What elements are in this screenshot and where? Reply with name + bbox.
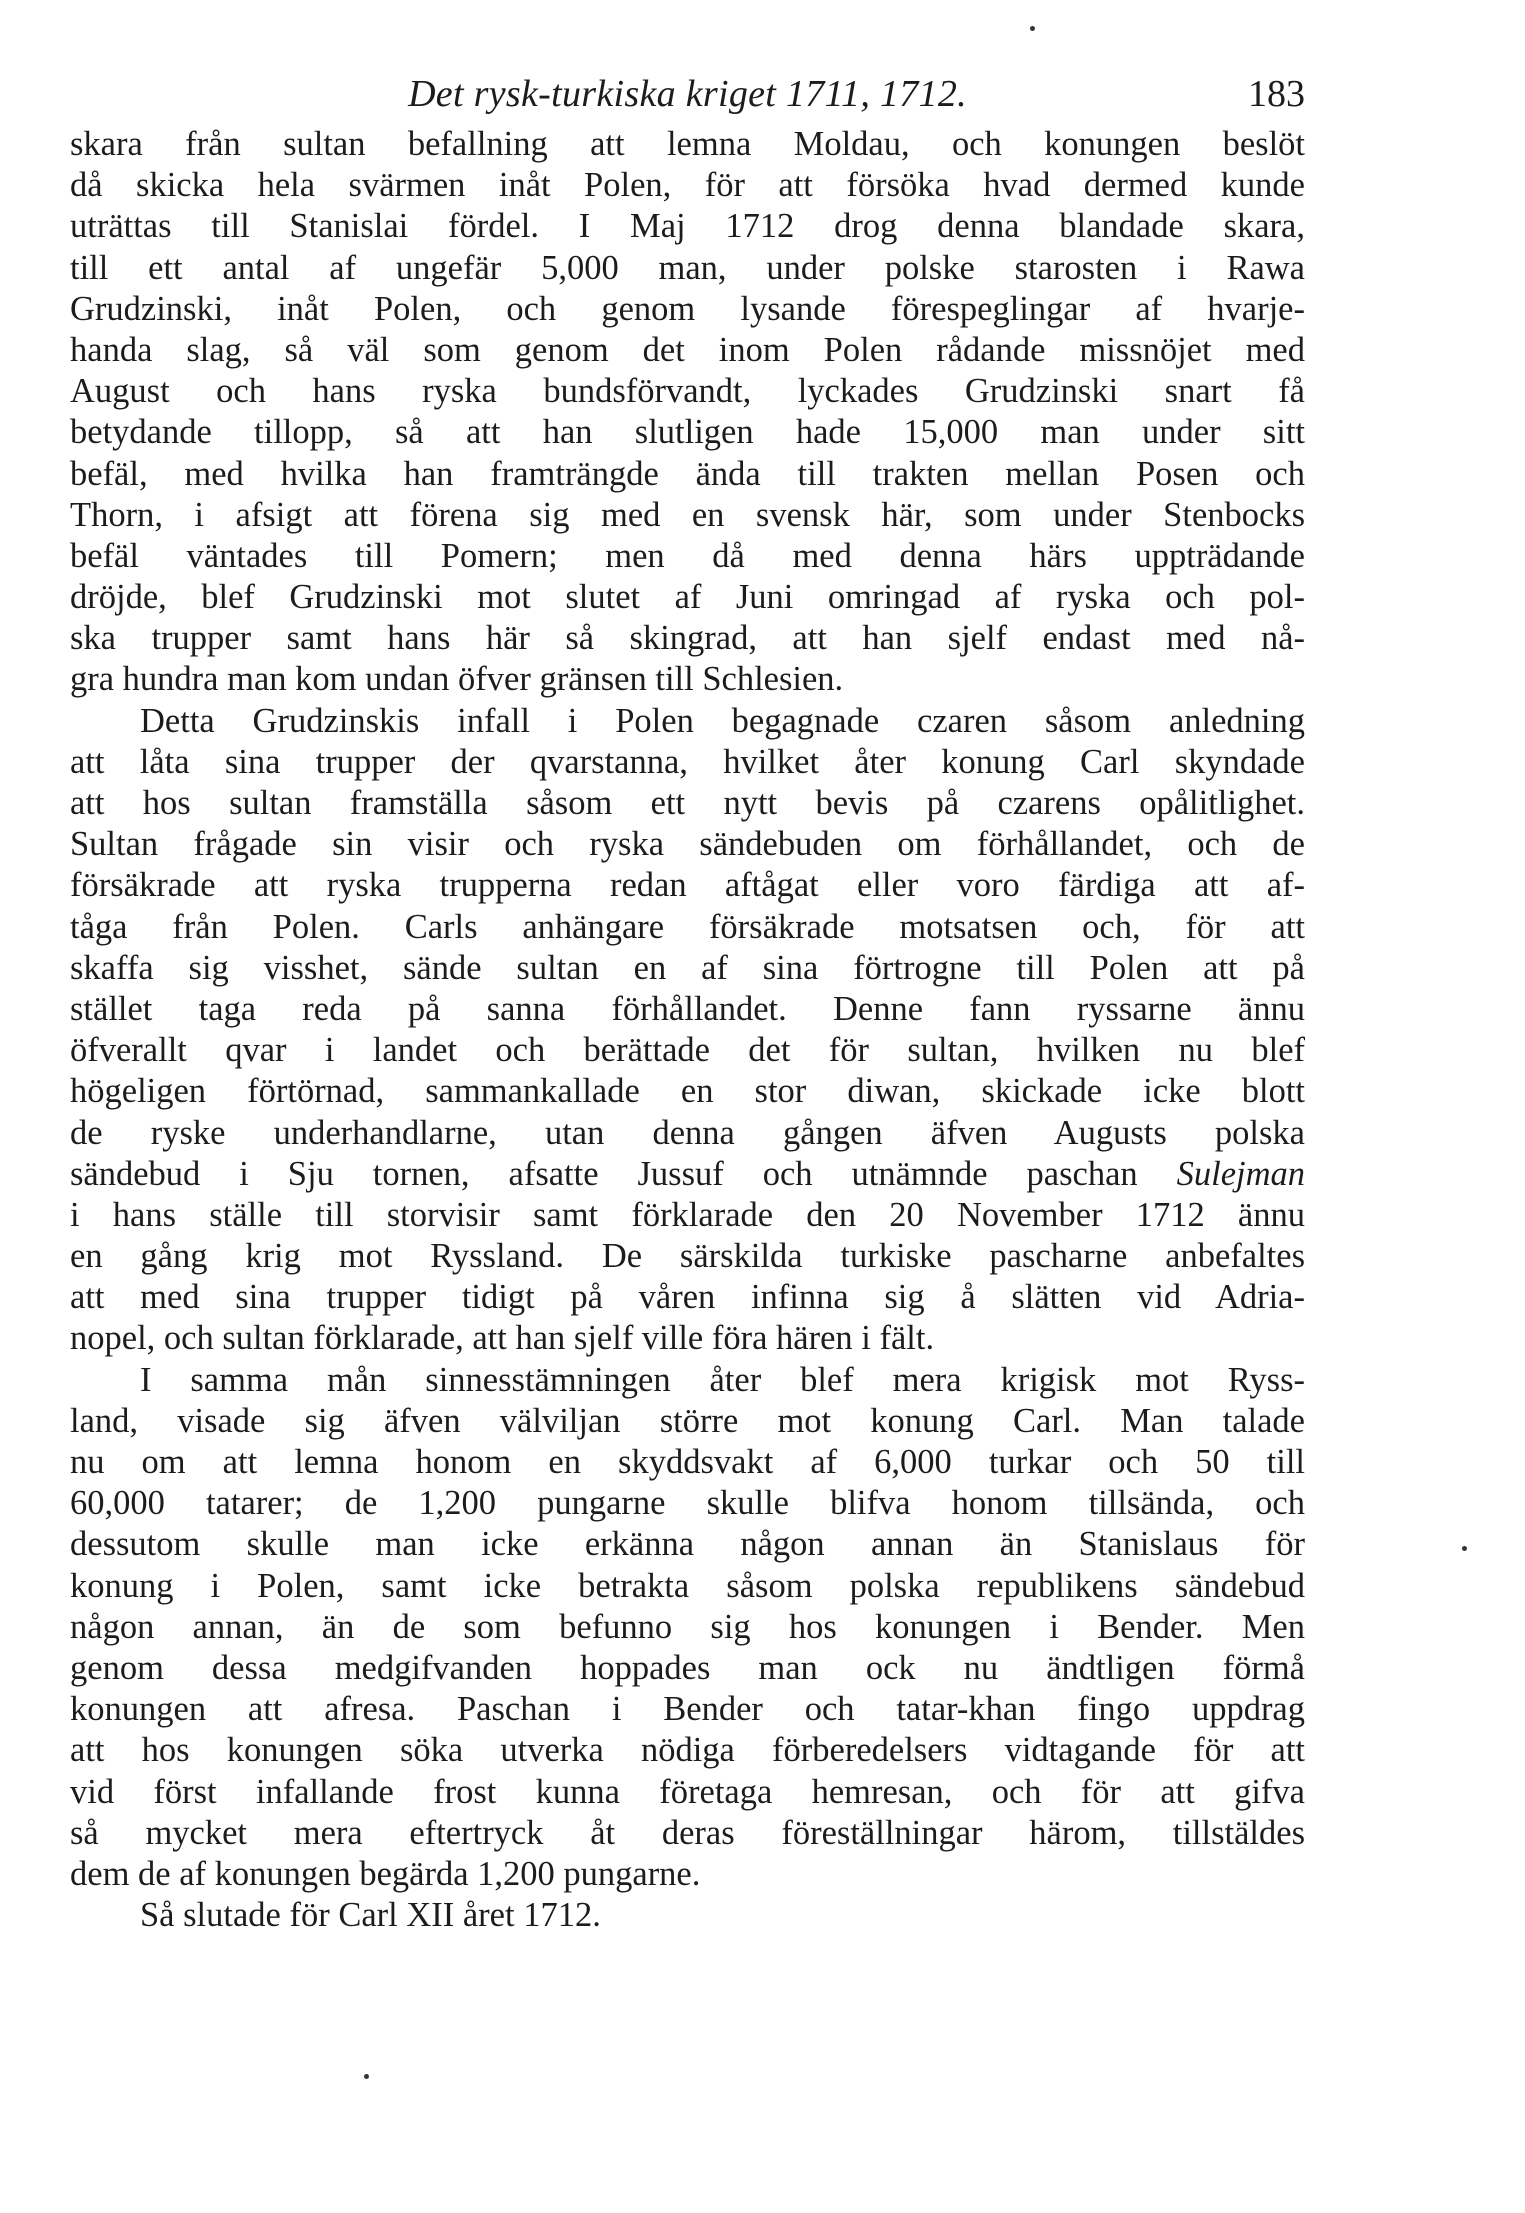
text-line: skara från sultan befallning att lemna Moldau, och konungen beslöt (70, 125, 1305, 163)
text-line: dem de af konungen begärda 1,200 pungarne. (70, 1854, 701, 1893)
text-line: att hos sultan framställa såsom ett nytt bevis på czarens opålitlighet. (70, 784, 1305, 822)
print-speck (1030, 26, 1035, 31)
text-line: till ett antal af ungefär 5,000 man, under polske starosten i Rawa (70, 248, 1305, 287)
text-line: stället taga reda på sanna förhållandet. Denne fann ryssarne ännu (70, 989, 1305, 1028)
text-line: öfverallt qvar i landet och berättade det för sultan, hvilken nu blef (70, 1031, 1305, 1070)
text-line: försäkrade att ryska trupperna redan aftågat eller voro färdiga att af- (70, 866, 1305, 905)
text-line-with-italic (70, 1154, 1305, 1195)
text-line: konung i Polen, samt icke betrakta såsom polska republikens sändebud (70, 1566, 1305, 1605)
text-line: genom dessa medgifvanden hoppades man ock nu ändtligen förmå (70, 1648, 1305, 1687)
text-line: då skicka hela svärmen inåt Polen, för att försöka hvad dermed kunde (70, 166, 1305, 205)
text-line: vid först infallande frost kunna företaga hemresan, och för att gifva (70, 1772, 1305, 1811)
body-text (70, 124, 1305, 1936)
text-line: en gång krig mot Ryssland. De särskilda turkiske pascharne anbefaltes (70, 1237, 1305, 1276)
print-speck (364, 2074, 369, 2079)
print-speck (1462, 1546, 1467, 1551)
text-line: dröjde, blef Grudzinski mot slutet af Juni omringad af ryska och pol- (70, 578, 1305, 617)
text-line: dessutom skulle man icke erkänna någon annan än Stanislaus för (70, 1525, 1305, 1564)
text-line: skaffa sig visshet, sände sultan en af sina förtrogne till Polen att på (70, 948, 1305, 987)
text-line: konungen att afresa. Paschan i Bender och tatar-khan fingo uppdrag (70, 1690, 1305, 1729)
text-line: 60,000 tatarer; de 1,200 pungarne skulle blifva honom tillsända, och (70, 1484, 1305, 1523)
text-line: August och hans ryska bundsförvandt, lyckades Grudzinski snart få (70, 372, 1305, 411)
text-line: handa slag, så väl som genom det inom Polen rådande missnöjet med (70, 330, 1305, 369)
text-line: så mycket mera eftertryck åt deras föreställningar härom, tillstäldes (70, 1813, 1305, 1852)
text-line: att hos konungen söka utverka nödiga förberedelsers vidtagande för att (70, 1731, 1305, 1770)
text-line: land, visade sig äfven välviljan större mot konung Carl. Man talade (70, 1401, 1305, 1440)
text-line: nopel, och sultan förklarade, att han sjelf ville föra hären i fält. (70, 1319, 935, 1358)
text-line: någon annan, än de som befunno sig hos konungen i Bender. Men (70, 1607, 1305, 1646)
text-line: de ryske underhandlarne, utan denna gången äfven Augusts polska (70, 1113, 1305, 1152)
text-line: befäl, med hvilka han framträngde ända till trakten mellan Posen och (70, 454, 1305, 493)
text-line: Thorn, i afsigt att förena sig med en svensk här, som under Stenbocks (70, 495, 1305, 534)
text-line-roman: sändebud i Sju tornen, afsatte Jussuf och utnämnde paschan (70, 1154, 1138, 1193)
text-line: att låta sina trupper der qvarstanna, hvilket åter konung Carl skyndade (70, 742, 1305, 781)
text-line: betydande tillopp, så att han slutligen hade 15,000 man under sitt (70, 413, 1305, 452)
italic-name: Sulejman (1176, 1154, 1306, 1193)
text-line: befäl väntades till Pomern; men då med denna härs uppträdande (70, 536, 1305, 575)
text-line: gra hundra man kom undan öfver gränsen till Schlesien. (70, 660, 844, 699)
text-line: tåga från Polen. Carls anhängare försäkrade motsatsen och, för att (70, 907, 1305, 946)
text-line: I samma mån sinnesstämningen åter blef mera krigisk mot Ryss- (140, 1360, 1305, 1399)
text-line: nu om att lemna honom en skyddsvakt af 6,000 turkar och 50 till (70, 1443, 1305, 1481)
text-line: Så slutade för Carl XII året 1712. (140, 1896, 601, 1935)
running-title: Det rysk-turkiska kriget 1711, 1712. (408, 73, 967, 115)
running-header (70, 64, 1305, 124)
text-line: ska trupper samt hans här så skingrad, att han sjelf endast med nå- (70, 619, 1305, 658)
text-line: att med sina trupper tidigt på våren infinna sig å slätten vid Adria- (70, 1278, 1305, 1317)
text-line: högeligen förtörnad, sammankallade en stor diwan, skickade icke blott (70, 1072, 1305, 1111)
text-line: i hans ställe till storvisir samt förklarade den 20 November 1712 ännu (70, 1195, 1305, 1234)
text-line: Grudzinski, inåt Polen, och genom lysande förespeglingar af hvarje- (70, 289, 1305, 328)
page-number: 183 (1248, 73, 1305, 115)
text-line: uträttas till Stanislai fördel. I Maj 1712 drog denna blandade skara, (70, 207, 1305, 246)
text-line: Sultan frågade sin visir och ryska sändebuden om förhållandet, och de (70, 825, 1305, 864)
text-line: Detta Grudzinskis infall i Polen begagnade czaren såsom anledning (140, 701, 1305, 740)
